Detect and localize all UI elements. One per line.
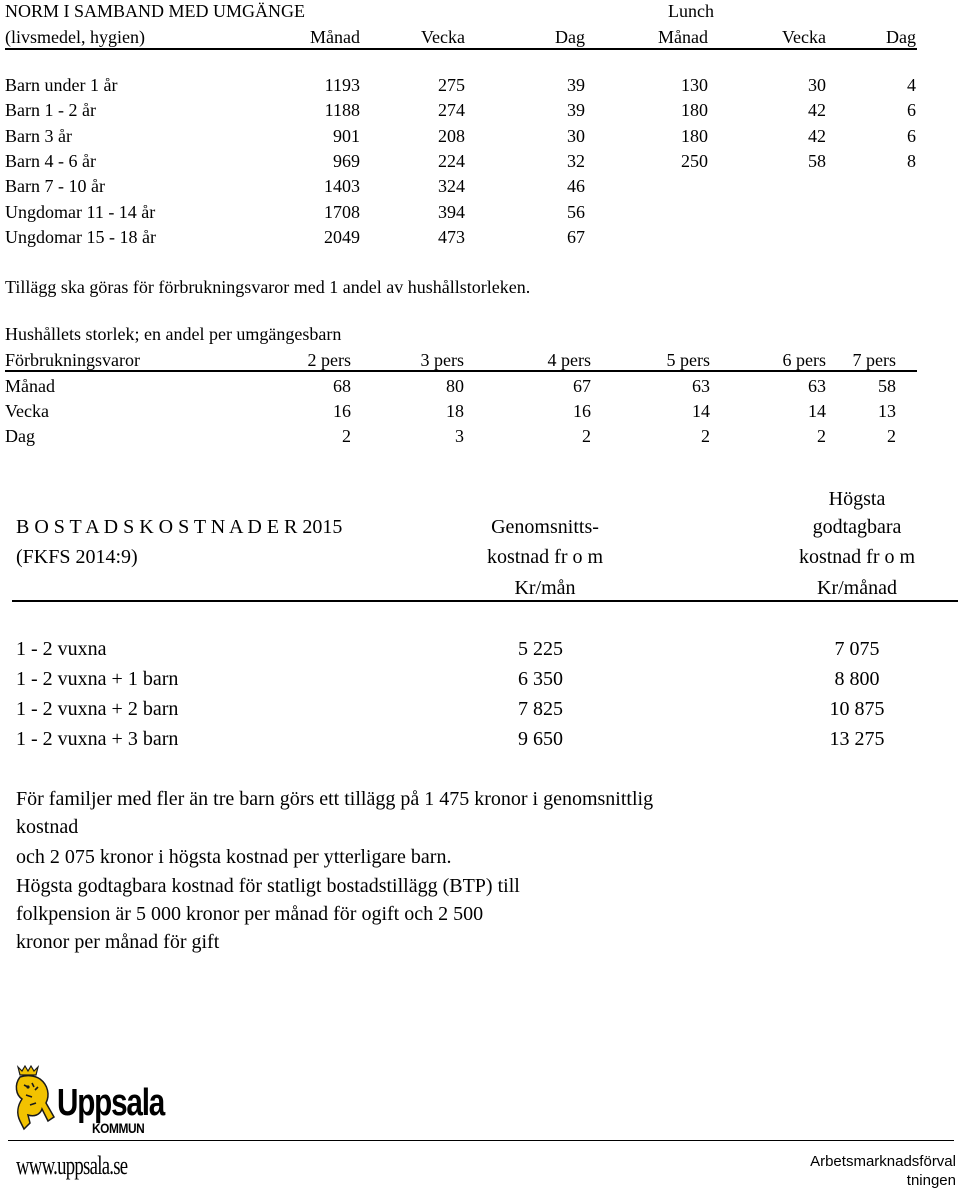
housing-source: (FKFS 2014:9) <box>16 546 138 568</box>
row-value: 2 <box>701 426 710 446</box>
row-value: 58 <box>808 150 826 171</box>
row-label: Dag <box>5 426 35 446</box>
note-line: För familjer med fler än tre barn görs ett tillägg på 1 475 kronor i genomsnittlig <box>16 788 654 810</box>
max-header-line: kostnad fr o m <box>798 546 916 568</box>
row-value: 13 <box>878 401 896 421</box>
norm-note: Tillägg ska göras för förbrukningsvaror med 1 andel av hushållstorleken. <box>5 277 531 297</box>
row-value: 58 <box>878 376 896 396</box>
row-value: 18 <box>446 401 464 421</box>
row-value: 16 <box>573 401 591 421</box>
household-header-cell: 4 pers <box>547 350 591 370</box>
row-value: 67 <box>567 226 585 247</box>
norm-header-cell: Dag <box>555 27 585 47</box>
logo-wordmark: Uppsala <box>57 1082 165 1124</box>
row-value: 30 <box>567 125 585 146</box>
row-value: 8 <box>907 150 916 171</box>
note-line: kronor per månad för gift <box>16 931 220 953</box>
note-line: kostnad <box>16 816 79 838</box>
row-value: 16 <box>333 401 351 421</box>
avg-cost-value: 9 650 <box>518 728 563 750</box>
row-label: 1 - 2 vuxna + 1 barn <box>16 668 179 690</box>
row-value: 63 <box>692 376 710 396</box>
norm-header-cell: Vecka <box>421 27 465 47</box>
note-line: och 2 075 kronor i högsta kostnad per ytterligare barn. <box>16 846 452 868</box>
row-value: 67 <box>573 376 591 396</box>
row-value: 394 <box>438 201 465 222</box>
row-value: 274 <box>438 100 465 121</box>
row-value: 42 <box>808 125 826 146</box>
row-value: 63 <box>808 376 826 396</box>
website-link[interactable]: www.uppsala.se <box>16 1151 128 1180</box>
avg-header-line: Genomsnitts- <box>491 516 599 538</box>
row-value: 30 <box>808 75 826 95</box>
row-value: 1188 <box>324 100 360 121</box>
row-value: 68 <box>333 376 351 396</box>
row-label: Barn under 1 år <box>5 75 118 95</box>
lion-crest-icon <box>10 1063 56 1133</box>
row-value: 6 <box>907 125 916 146</box>
row-value: 324 <box>438 176 465 197</box>
row-value: 250 <box>681 150 708 171</box>
row-value: 1708 <box>324 201 360 222</box>
household-header-cell: 3 pers <box>420 350 464 370</box>
row-value: 4 <box>907 75 916 95</box>
household-header-cell: 5 pers <box>666 350 710 370</box>
logo-subtext: KOMMUN <box>92 1120 145 1136</box>
row-label: Barn 7 - 10 år <box>5 176 105 197</box>
row-value: 46 <box>567 176 585 197</box>
avg-cost-value: 7 825 <box>518 698 563 720</box>
max-header-line: Kr/månad <box>817 577 897 599</box>
department-name-line1: Arbetsmarknadsförval <box>810 1153 956 1170</box>
lunch-label: Lunch <box>668 1 714 21</box>
row-label: Ungdomar 11 - 14 år <box>5 201 156 222</box>
norm-title: NORM I SAMBAND MED UMGÄNGE <box>5 1 306 21</box>
norm-header-cell: Vecka <box>782 27 826 47</box>
row-value: 275 <box>438 75 465 95</box>
row-value: 39 <box>567 75 585 95</box>
note-line: Högsta godtagbara kostnad för statligt bostadstillägg (BTP) till <box>16 875 520 897</box>
norm-header-rule <box>5 48 917 50</box>
row-value: 2 <box>887 426 896 446</box>
row-value: 1403 <box>324 176 360 197</box>
row-label: Månad <box>5 376 55 396</box>
norm-header-cell: Månad <box>310 27 360 47</box>
department-name-line2: tningen <box>906 1172 956 1189</box>
row-label: Barn 4 - 6 år <box>5 150 96 171</box>
housing-title: B O S T A D S K O S T N A D E R 2015 <box>16 516 343 538</box>
row-value: 2049 <box>324 226 360 247</box>
row-value: 2 <box>582 426 591 446</box>
avg-cost-value: 5 225 <box>518 638 563 660</box>
row-value: 224 <box>438 150 465 171</box>
row-value: 14 <box>692 401 710 421</box>
row-label: Barn 3 år <box>5 125 72 146</box>
row-value: 14 <box>808 401 826 421</box>
row-label: 1 - 2 vuxna + 2 barn <box>16 698 179 720</box>
norm-header-cell: Dag <box>886 27 916 47</box>
row-value: 2 <box>817 426 826 446</box>
row-value: 39 <box>567 100 585 121</box>
household-header-rule <box>5 370 917 372</box>
household-header-label: Förbrukningsvaror <box>5 350 140 370</box>
row-value: 3 <box>455 426 464 446</box>
household-header-cell: 2 pers <box>307 350 351 370</box>
row-value: 180 <box>681 125 708 146</box>
row-value: 1193 <box>324 75 360 95</box>
row-value: 901 <box>333 125 360 146</box>
avg-header-line: Kr/mån <box>514 577 576 599</box>
max-cost-value: 13 275 <box>829 728 885 750</box>
row-value: 969 <box>333 150 360 171</box>
note-line: folkpension är 5 000 kronor per månad för ogift och 2 500 <box>16 903 484 925</box>
row-label: 1 - 2 vuxna + 3 barn <box>16 728 179 750</box>
row-value: 80 <box>446 376 464 396</box>
row-value: 180 <box>681 100 708 121</box>
max-cost-value: 7 075 <box>834 638 880 660</box>
row-value: 130 <box>681 75 708 95</box>
max-header-line: godtagbara <box>812 516 902 538</box>
footer-rule <box>8 1140 954 1141</box>
max-cost-value: 10 875 <box>829 698 885 720</box>
row-value: 6 <box>907 100 916 121</box>
row-label: Ungdomar 15 - 18 år <box>5 226 156 247</box>
row-label: Barn 1 - 2 år <box>5 100 96 121</box>
row-value: 473 <box>438 226 465 247</box>
row-value: 208 <box>438 125 465 146</box>
household-header-cell: 7 pers <box>852 350 896 370</box>
row-value: 32 <box>567 150 585 171</box>
row-value: 42 <box>808 100 826 121</box>
row-label: 1 - 2 vuxna <box>16 638 107 660</box>
housing-header-rule <box>12 600 958 602</box>
avg-header-line: kostnad fr o m <box>486 546 604 568</box>
row-label: Vecka <box>5 401 49 421</box>
household-header-cell: 6 pers <box>782 350 826 370</box>
max-header-line: Högsta <box>828 488 886 510</box>
norm-header-cell: Månad <box>658 27 708 47</box>
row-value: 56 <box>567 201 585 222</box>
row-value: 2 <box>342 426 351 446</box>
household-intro: Hushållets storlek; en andel per umgängesbarn <box>5 324 342 344</box>
max-cost-value: 8 800 <box>834 668 880 690</box>
norm-subtitle: (livsmedel, hygien) <box>5 27 145 47</box>
avg-cost-value: 6 350 <box>518 668 563 690</box>
